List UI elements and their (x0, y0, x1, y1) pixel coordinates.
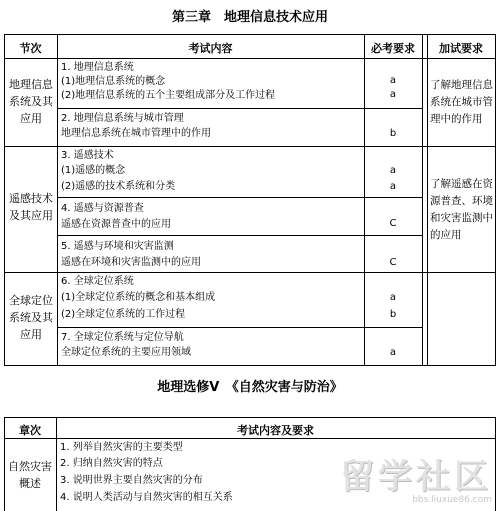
content-line: 3. 说明世界主要自然灾害的分布 (60, 475, 203, 486)
watermark (340, 459, 492, 505)
header-additional: 加试要求 (439, 42, 483, 55)
required-level: b (389, 128, 397, 139)
required-level: a (389, 347, 397, 358)
required-level: a (389, 75, 397, 86)
required-level: C (389, 218, 397, 229)
required-level: a (389, 165, 397, 176)
header-section: 节次 (19, 42, 42, 55)
content-line: 遥感在资源普查中的应用 (61, 219, 171, 230)
section-gis: 地理信息系统及其应用 (9, 78, 53, 125)
additional-requirement: 了解遥感在资源普查、环境和灾害监测中的应用 (430, 178, 493, 241)
chapter-name: 自然灾害概述 (8, 460, 52, 490)
header-required: 必考要求 (371, 42, 415, 55)
header-content-requirements: 考试内容及要求 (237, 424, 314, 437)
content-line: 全球定位系统的主要应用领域 (61, 347, 191, 358)
content-line: 4. 说明人类活动与自然灾害的相互关系 (60, 492, 233, 503)
additional-requirement: 了解地理信息系统在城市管理中的作用 (430, 79, 493, 125)
section-remote-sensing: 遥感技术及其应用 (9, 192, 53, 222)
content-line: 6. 全球定位系统 (61, 276, 134, 287)
content-line: (2)遥感的技术系统和分类 (61, 181, 176, 192)
required-level: a (389, 89, 397, 100)
content-line: 2. 归纳自然灾害的特点 (60, 458, 163, 469)
required-level: a (389, 181, 397, 192)
content-line: 4. 遥感与资源普查 (61, 203, 144, 214)
content-line: (1)遥感的概念 (61, 165, 126, 176)
content-line: 3. 遥感技术 (61, 150, 114, 161)
content-line: (1)地理信息系统的概念 (61, 76, 166, 87)
content-line: 遥感在环境和灾害监测中的应用 (61, 257, 201, 268)
section-gps: 全球定位系统及其应用 (9, 294, 53, 341)
required-level: a (389, 292, 397, 303)
content-line: 2. 地理信息系统与城市管理 (61, 113, 184, 124)
content-line: 7. 全球定位系统与定位导航 (61, 332, 184, 343)
content-line: 地理信息系统在城市管理中的作用 (61, 128, 211, 139)
required-level: C (389, 257, 397, 268)
content-line: (2)地理信息系统的五个主要组成部分及工作过程 (61, 90, 276, 101)
content-line: (1)全球定位系统的概念和基本组成 (61, 292, 216, 303)
content-line: 1. 列举自然灾害的主要类型 (60, 442, 183, 453)
required-level: b (389, 309, 397, 320)
watermark-url: bbs.liuxue86.com (412, 495, 492, 505)
elective-title: 地理选修V 《自然灾害与防治》 (157, 380, 343, 395)
header-content: 考试内容 (188, 42, 233, 55)
content-line: (2)全球定位系统的工作过程 (61, 309, 186, 320)
chapter-title: 第三章 地理信息技术应用 (171, 10, 328, 25)
content-line: 1. 地理信息系统 (61, 62, 134, 73)
header-chapter: 章次 (19, 424, 41, 437)
content-line: 5. 遥感与环境和灾害监测 (61, 241, 174, 252)
watermark-logo-text: 留学社区 (340, 457, 492, 497)
